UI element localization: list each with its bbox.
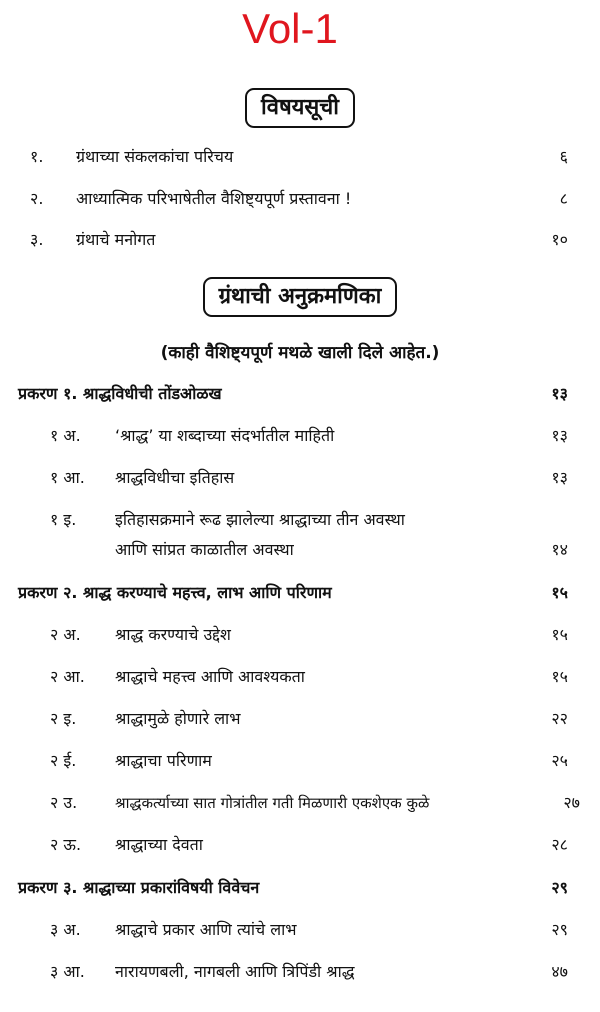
section-page: ४७ — [551, 962, 568, 981]
section-row — [0, 503, 600, 537]
chapter-page: १५ — [551, 583, 568, 602]
section-number: १ इ. — [50, 510, 77, 529]
chapter-title: प्रकरण ३. श्राद्धाच्या प्रकारांविषयी विवेचन — [18, 878, 260, 897]
section-row — [0, 618, 600, 652]
section-title: श्राद्ध करण्याचे उद्देश — [115, 625, 231, 644]
section-row — [0, 913, 600, 947]
section-page: १३ — [551, 468, 568, 487]
toc-heading: विषयसूची — [245, 88, 355, 128]
section-title: नारायणबली, नागबली आणि त्रिपिंडी श्राद्ध — [115, 962, 355, 981]
section-row — [0, 828, 600, 862]
chapter-page: १३ — [551, 384, 568, 403]
intro-item-page: ८ — [559, 189, 568, 208]
intro-item — [0, 223, 600, 257]
section-number: २ ऊ. — [50, 835, 82, 854]
chapter-title: प्रकरण २. श्राद्ध करण्याचे महत्त्व, लाभ आणि परिणाम — [18, 583, 332, 602]
section-number: ३ आ. — [50, 962, 85, 981]
section-number: ३ अ. — [50, 920, 81, 939]
section-title: ‘श्राद्ध’ या शब्दाच्या संदर्भातील माहिती — [115, 426, 335, 445]
section-title-continuation: आणि सांप्रत काळातील अवस्था — [115, 540, 294, 559]
intro-item-title: ग्रंथाचे मनोगत — [76, 230, 156, 249]
section-number: २ ई. — [50, 751, 77, 770]
section-row — [0, 461, 600, 495]
volume-title: Vol-1 — [242, 5, 338, 52]
section-number: १ अ. — [50, 426, 81, 445]
section-row-continuation — [0, 533, 600, 567]
section-page: २२ — [551, 709, 568, 728]
chapter-row — [0, 576, 600, 610]
intro-item-number: ३. — [30, 230, 44, 249]
chapter-page: २९ — [551, 878, 568, 897]
section-page: २९ — [551, 920, 568, 939]
intro-item-page: ६ — [559, 147, 568, 166]
section-number: १ आ. — [50, 468, 85, 487]
section-page: १३ — [551, 426, 568, 445]
section-page: १४ — [551, 540, 568, 559]
section-number: २ इ. — [50, 709, 77, 728]
section-title: श्राद्धाचे महत्त्व आणि आवश्यकता — [115, 667, 305, 686]
section-row — [0, 955, 600, 989]
toc-heading-box — [0, 88, 600, 128]
section-title: श्राद्धकर्त्याच्या सात गोत्रांतील गती मिळणारी एकशेएक कुळे — [115, 794, 430, 812]
section-page: १५ — [551, 625, 568, 644]
index-heading-box — [0, 277, 600, 317]
section-title: श्राद्धामुळे होणारे लाभ — [115, 709, 241, 728]
section-number: २ आ. — [50, 667, 85, 686]
section-row — [0, 702, 600, 736]
section-page: २८ — [551, 835, 568, 854]
section-title: इतिहासक्रमाने रूढ झालेल्या श्राद्धाच्या तीन अवस्था — [115, 510, 405, 529]
section-title: श्राद्धाचा परिणाम — [115, 751, 212, 770]
intro-item-title: ग्रंथाच्या संकलकांचा परिचय — [76, 147, 234, 166]
section-title: श्राद्धाचे प्रकार आणि त्यांचे लाभ — [115, 920, 297, 939]
intro-item-number: २. — [30, 189, 44, 208]
section-row — [0, 419, 600, 453]
section-page: १५ — [551, 667, 568, 686]
section-title: श्राद्धविधीचा इतिहास — [115, 468, 235, 487]
section-row — [0, 786, 600, 820]
section-row — [0, 660, 600, 694]
section-row — [0, 744, 600, 778]
section-number: २ उ. — [50, 793, 78, 812]
section-page: २५ — [551, 751, 568, 770]
section-title: श्राद्धाच्या देवता — [115, 835, 203, 854]
intro-item-number: १. — [30, 147, 44, 166]
intro-item-page: १० — [551, 230, 568, 249]
intro-item — [0, 182, 600, 216]
chapter-title: प्रकरण १. श्राद्धविधीची तोंडओळख — [18, 384, 222, 403]
chapter-row — [0, 871, 600, 905]
index-heading: ग्रंथाची अनुक्रमणिका — [203, 277, 398, 317]
chapter-row — [0, 377, 600, 411]
section-number: २ अ. — [50, 625, 81, 644]
section-page: २७ — [563, 793, 580, 812]
index-note: (काही वैशिष्ट्यपूर्ण मथळे खाली दिले आहेत.) — [160, 343, 440, 363]
intro-item-title: आध्यात्मिक परिभाषेतील वैशिष्ट्यपूर्ण प्रस्तावना ! — [76, 189, 352, 208]
intro-item — [0, 140, 600, 174]
